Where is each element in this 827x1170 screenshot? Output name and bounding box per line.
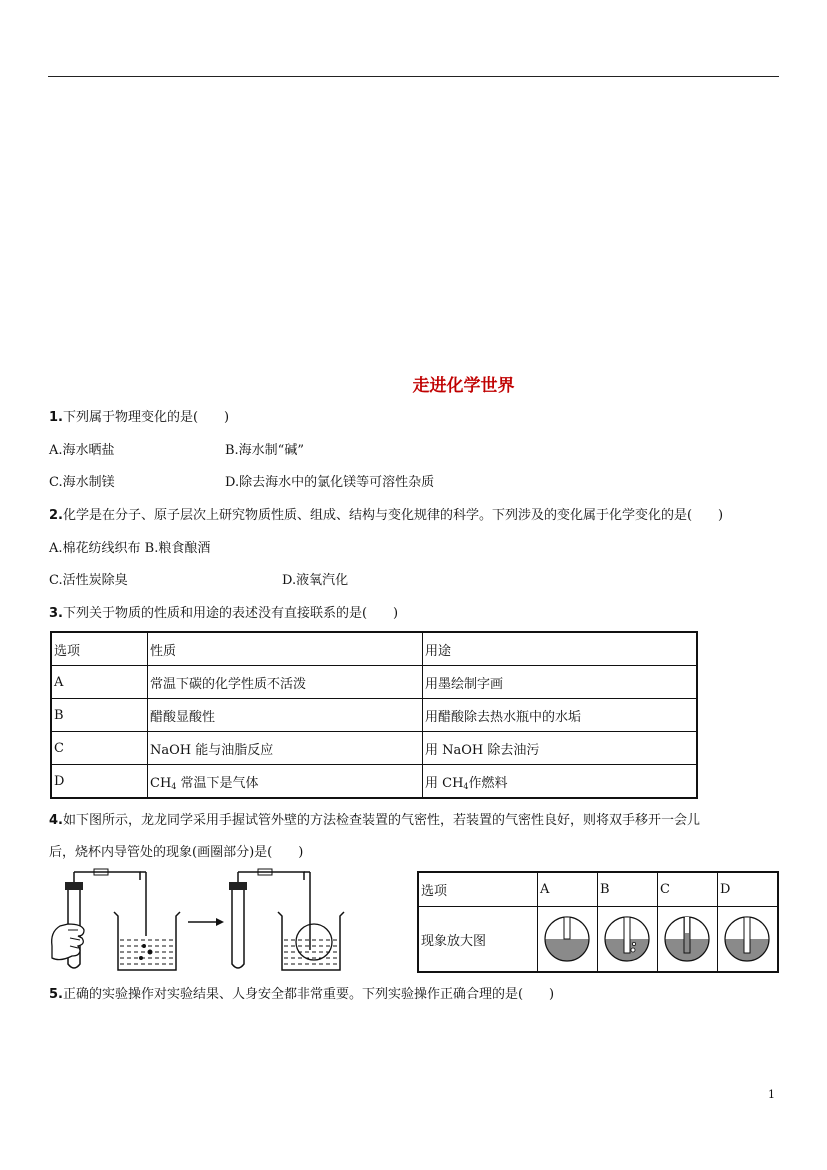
q3-row-d-use — [423, 765, 698, 799]
q4-options-table — [417, 871, 779, 973]
q3-row-b-property: 醋酸显酸性 — [148, 699, 423, 732]
beaker-right — [278, 912, 344, 970]
q4-header-c: C — [657, 872, 717, 907]
q3-row-b-option: B — [51, 699, 148, 732]
table-row — [51, 699, 697, 732]
question-3 — [49, 605, 398, 623]
q2-options-ab: A.棉花纺线织布 B.粮食酿酒 — [49, 541, 211, 556]
q3-table — [50, 631, 698, 799]
question-2 — [49, 507, 723, 525]
q1-option-a: A.海水晒盐 — [49, 443, 115, 458]
q3-header-property: 性质 — [148, 632, 423, 666]
question-1-stem: 下列属于物理变化的是( ) — [62, 410, 230, 425]
question-2-stem: 化学是在分子、原子层次上研究物质性质、组成、结构与变化规律的科学。下列涉及的变化属于化学变化的是( ) — [62, 508, 724, 523]
q3-table-header — [51, 632, 697, 666]
q4-image-b — [597, 907, 657, 973]
hand-icon — [52, 924, 84, 960]
table-row — [51, 765, 697, 799]
question-4 — [49, 812, 700, 830]
q4-header-a: A — [537, 872, 597, 907]
q4-row-label: 现象放大图 — [418, 907, 537, 973]
q3-row-a-use: 用墨绘制字画 — [423, 666, 698, 699]
q3-row-b-use: 用醋酸除去热水瓶中的水垢 — [423, 699, 698, 732]
q3-row-d-use-subscript: 4 — [463, 781, 469, 791]
page-title: 走进化学世界 — [412, 376, 515, 396]
q3-row-d-property-text: 常温下是气体 — [180, 775, 259, 791]
q4-image-d — [717, 907, 778, 973]
q3-row-d-property — [148, 765, 423, 799]
q2-option-c: C.活性炭除臭 — [49, 573, 128, 588]
question-3-number: 3. — [49, 606, 63, 621]
q4-table-header — [418, 872, 778, 907]
q4-image-a — [537, 907, 597, 973]
question-1-number: 1. — [49, 410, 63, 425]
q3-row-a-property: 常温下碳的化学性质不活泼 — [148, 666, 423, 699]
q2-option-d: D.液氧汽化 — [282, 573, 349, 588]
q1-option-c: C.海水制镁 — [49, 475, 115, 490]
q4-header-b: B — [597, 872, 657, 907]
q3-row-d-property-formula: CH — [150, 775, 172, 791]
q3-row-a-option: A — [51, 666, 148, 699]
question-5 — [49, 986, 554, 1004]
q4-table-images — [418, 907, 778, 973]
question-1 — [49, 409, 229, 427]
question-4-stem-line1: 如下图所示，龙龙同学采用手握试管外壁的方法检查装置的气密性，若装置的气密性良好，则将双手移开一会儿 — [62, 813, 700, 828]
q3-header-use: 用途 — [423, 632, 698, 666]
q3-row-c-option: C — [51, 732, 148, 765]
question-5-number: 5. — [49, 987, 63, 1002]
q3-row-d-use-text: 作燃料 — [468, 775, 508, 791]
q3-row-d-use-formula: 用 CH — [425, 775, 464, 791]
q4-header-label: 选项 — [418, 872, 537, 907]
q3-row-c-property: NaOH 能与油脂反应 — [148, 732, 423, 765]
q1-option-d: D.除去海水中的氯化镁等可溶性杂质 — [225, 475, 435, 490]
beaker-left — [114, 912, 180, 970]
header-rule — [48, 76, 779, 77]
question-3-stem: 下列关于物质的性质和用途的表述没有直接联系的是( ) — [62, 606, 399, 621]
arrow-icon — [188, 918, 224, 926]
test-tube-right — [229, 869, 310, 968]
table-row — [51, 666, 697, 699]
q3-header-option: 选项 — [51, 632, 148, 666]
q4-image-c — [657, 907, 717, 973]
q3-row-d-property-subscript: 4 — [171, 781, 177, 791]
table-row — [51, 732, 697, 765]
apparatus-illustration — [48, 866, 388, 978]
question-2-number: 2. — [49, 508, 63, 523]
question-4-line2: 后，烧杯内导管处的现象(画圈部分)是( ) — [49, 845, 304, 860]
q3-row-c-use: 用 NaOH 除去油污 — [423, 732, 698, 765]
q4-header-d: D — [717, 872, 778, 907]
question-4-number: 4. — [49, 813, 63, 828]
q3-row-d-option: D — [51, 765, 148, 799]
question-5-stem: 正确的实验操作对实验结果、人身安全都非常重要。下列实验操作正确合理的是( ) — [62, 987, 555, 1002]
page-number: 1 — [768, 1088, 775, 1101]
q1-option-b: B.海水制“碱” — [225, 443, 304, 458]
